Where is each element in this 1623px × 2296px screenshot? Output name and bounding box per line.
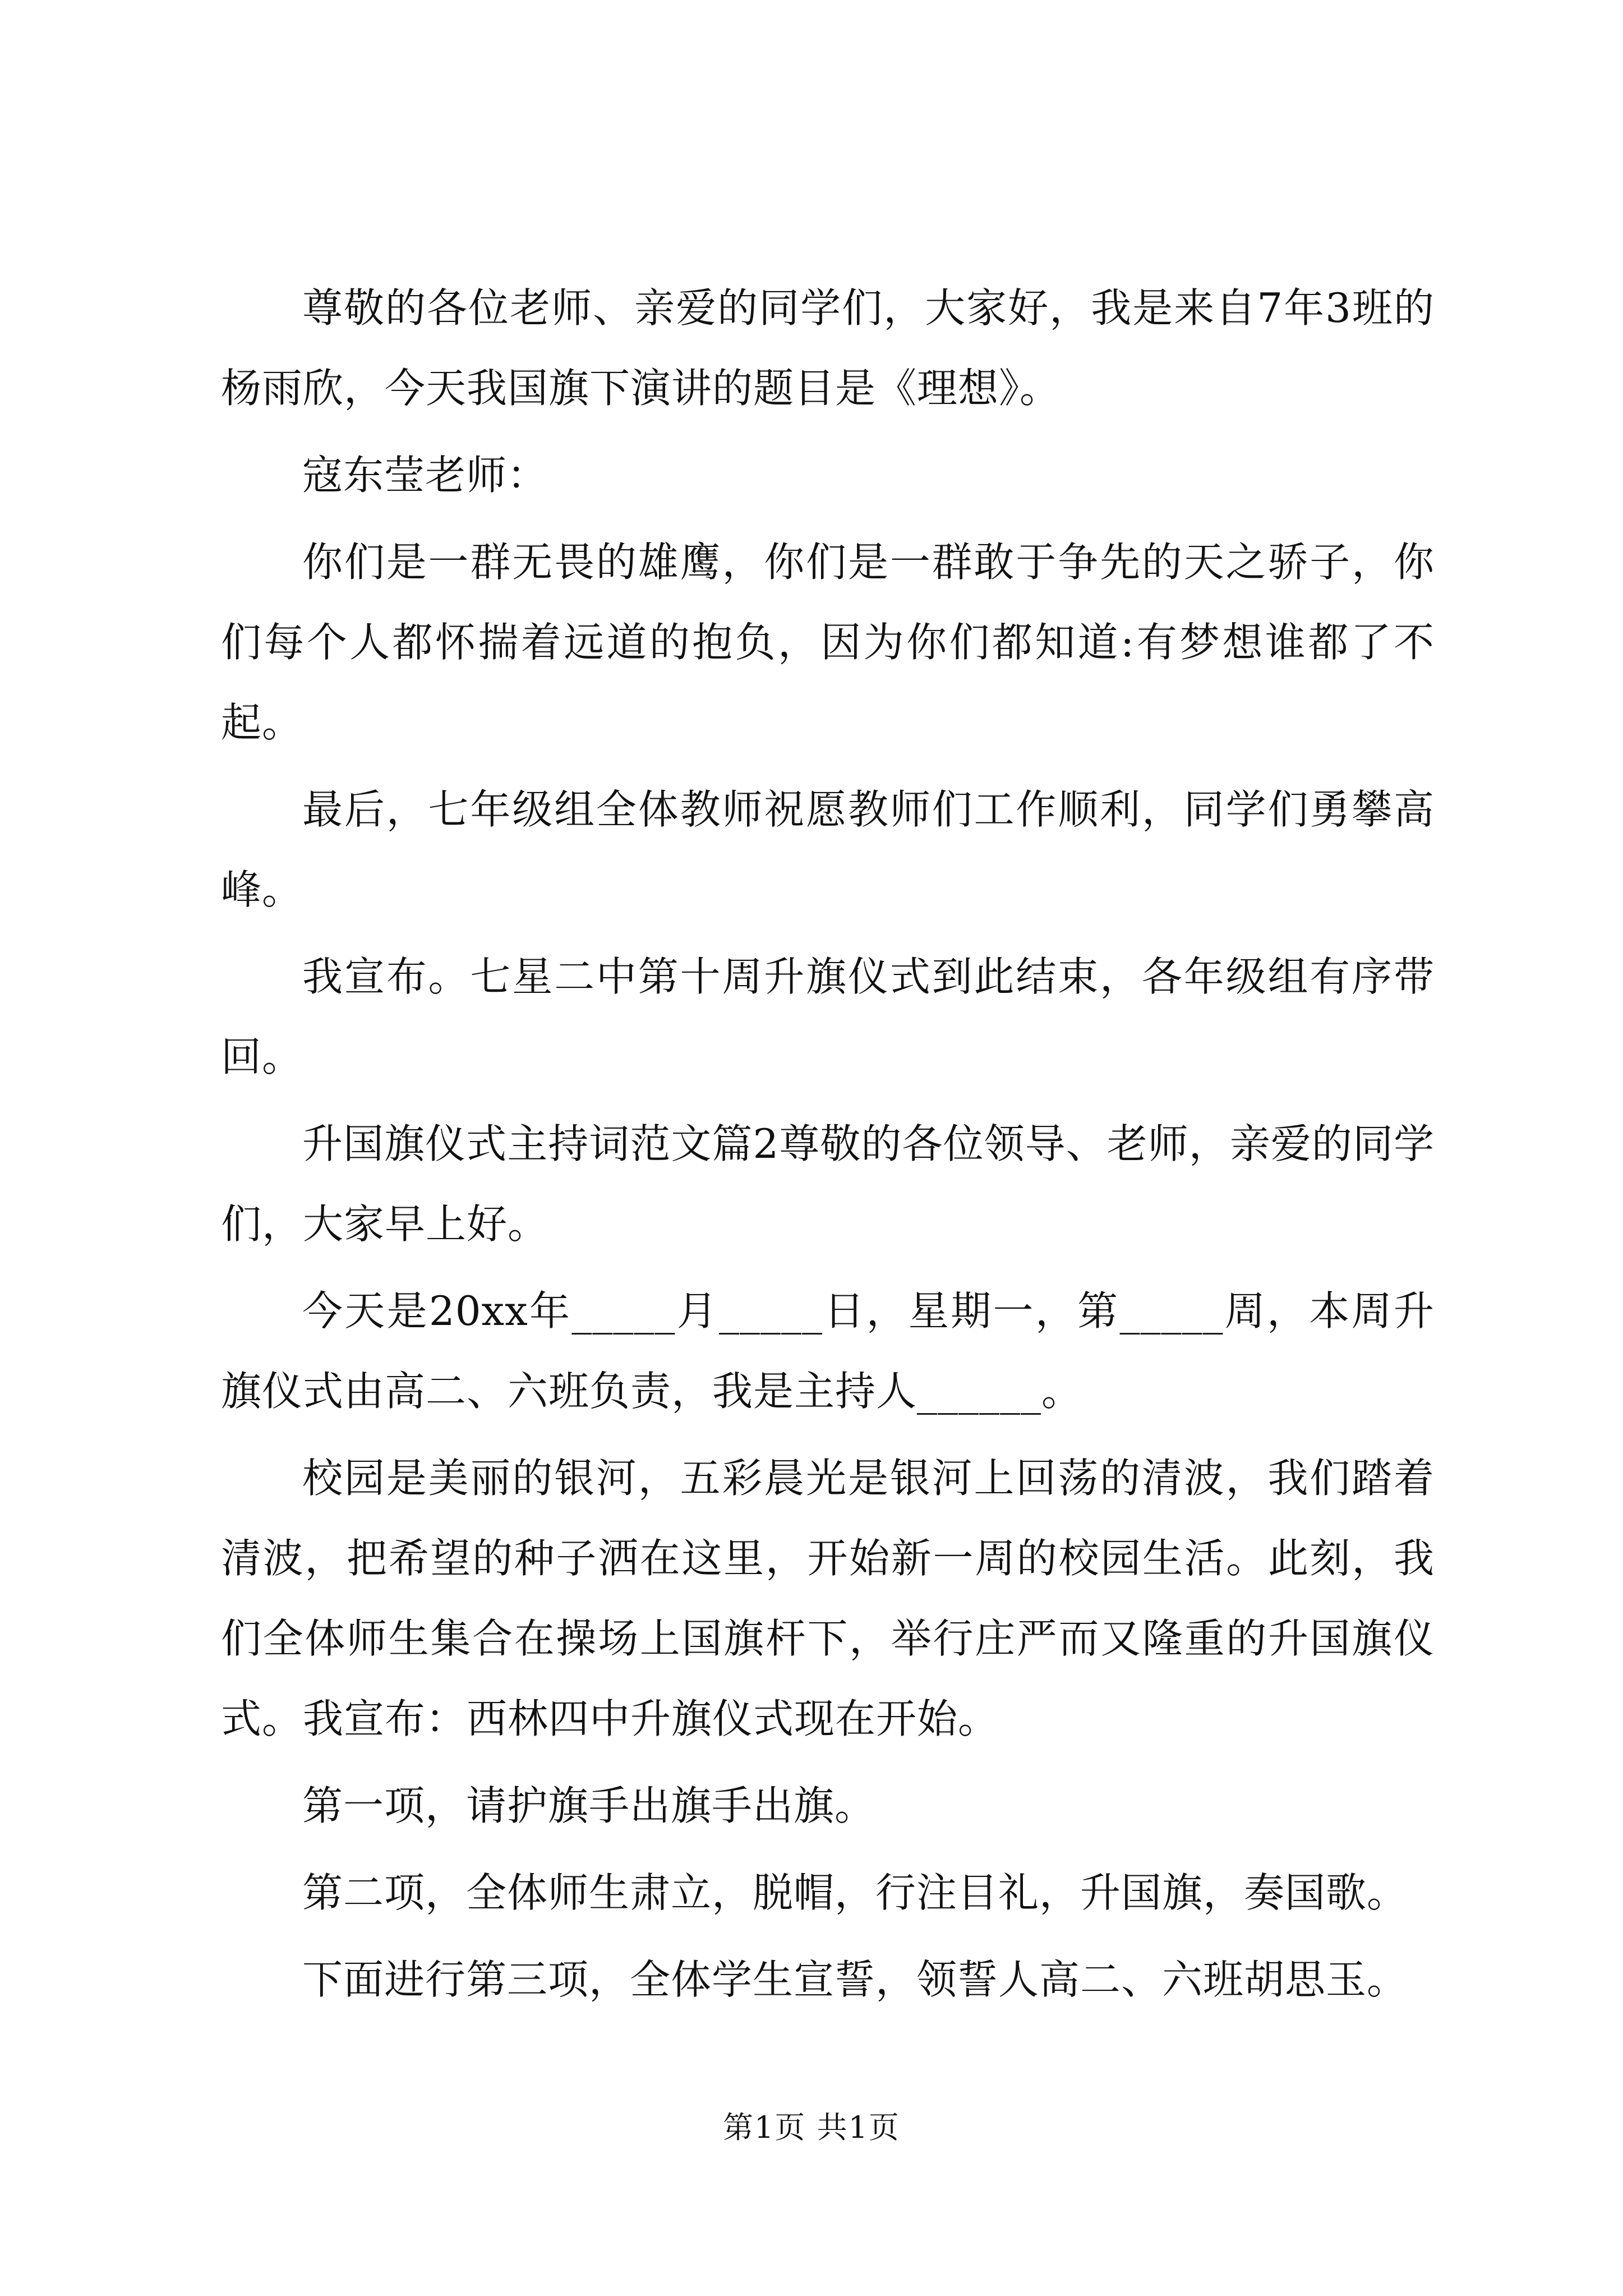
paragraph: 你们是一群无畏的雄鹰，你们是一群敢于争先的天之骄子，你们每个人都怀揣着远道的抱负，因为你们都知道:有梦想谁都了不起。 bbox=[221, 539, 1435, 746]
paragraph: 最后，七年级组全体教师祝愿教师们工作顺利，同学们勇攀高峰。 bbox=[221, 786, 1435, 913]
paragraph: 寇东莹老师： bbox=[302, 452, 548, 499]
paragraph: 校园是美丽的银河，五彩晨光是银河上回荡的清波，我们踏着清波，把希望的种子洒在这里，开始新一周的校园生活。此刻，我们全体师生集合在操场上国旗杆下，举行庄严而又隆重的升国旗仪式。我宣布：西林四中升旗仪式现在开始。 bbox=[221, 1455, 1435, 1742]
paragraph: 升国旗仪式主持词范文篇2尊敬的各位领导、老师，亲爱的同学们，大家早上好。 bbox=[221, 1120, 1435, 1248]
page-number-footer: 第1页 共1页 bbox=[723, 2110, 900, 2145]
paragraph: 第二项，全体师生肃立，脱帽，行注目礼，升国旗，奏国歌。 bbox=[302, 1869, 1408, 1916]
paragraph: 今天是20xx年_____月_____日，星期一，第_____周，本周升旗仪式由高二、六班负责，我是主持人______。 bbox=[221, 1287, 1435, 1415]
paragraph: 尊敬的各位老师、亲爱的同学们，大家好，我是来自7年3班的杨雨欣，今天我国旗下演讲的题目是《理想》。 bbox=[221, 284, 1435, 412]
document-body bbox=[221, 268, 1435, 2027]
paragraph: 下面进行第三项，全体学生宣誓，领誓人高二、六班胡思玉。 bbox=[302, 1956, 1408, 2003]
paragraph: 第一项，请护旗手出旗手出旗。 bbox=[302, 1782, 876, 1829]
paragraph: 我宣布。七星二中第十周升旗仪式到此结束，各年级组有序带回。 bbox=[221, 953, 1435, 1080]
